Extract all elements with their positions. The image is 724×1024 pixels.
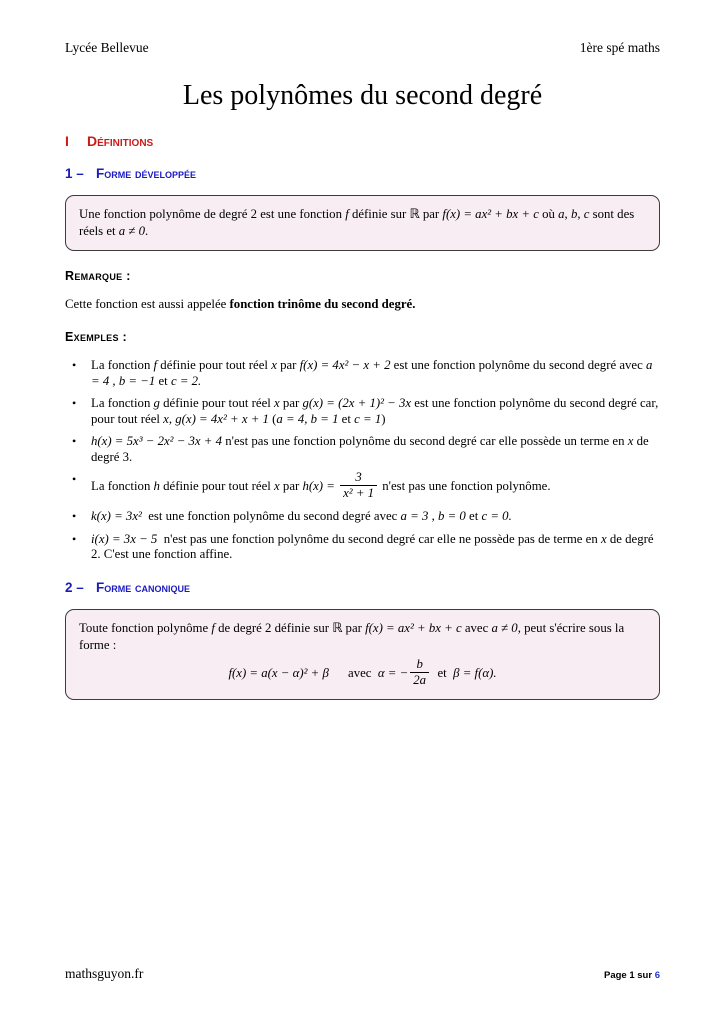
text-run: x: [163, 411, 169, 426]
section-label: Définitions: [87, 133, 154, 149]
text-run: g: [153, 396, 160, 410]
canonical-form-text: [79, 620, 646, 654]
page-content: [0, 40, 724, 700]
bullet-icon: •: [72, 531, 77, 546]
text-run: b: [570, 207, 578, 221]
text-run: n'est pas une fonction polynôme du second degré car elle possède un terme en: [222, 434, 628, 448]
list-item-text: [91, 396, 660, 427]
subsection-label: Forme développée: [96, 166, 197, 181]
text-run: f(x) = ax² + bx + c: [442, 207, 539, 221]
text-run: f(x) = a(x − α)² + β: [228, 666, 329, 681]
text-run: (: [268, 411, 277, 426]
page-header: [65, 40, 660, 56]
text-run: x: [271, 358, 277, 372]
fraction: $\frac{3}{\text{x² + 1}}$: [340, 470, 377, 500]
examples-heading: Exemples :: [65, 330, 127, 344]
text-run: ): [381, 411, 386, 426]
bullet-icon: •: [72, 434, 77, 448]
text-run: ,: [168, 411, 176, 426]
text-run: k(x) = 3x²: [91, 509, 142, 524]
text-run: h(x) = 5x³ − 2x² − 3x + 4: [91, 434, 223, 448]
text-run: f: [345, 207, 349, 221]
list-item-text: [91, 472, 660, 502]
page-title: Les polynômes du second degré: [182, 80, 543, 111]
fraction: $\frac{b}{2a}$: [410, 657, 429, 687]
bullet-icon: •: [72, 509, 77, 524]
page-footer: [65, 966, 660, 982]
list-item: [65, 509, 660, 525]
text-run: x: [627, 434, 634, 448]
text-run: définie sur ℝ par: [348, 207, 443, 221]
text-run: Une fonction polynôme de degré 2 est une fonction: [79, 207, 346, 221]
text-run: par: [276, 358, 300, 372]
text-run: n'est pas une fonction polynôme du second degré car elle ne possède pas de terme en: [157, 531, 601, 546]
text-run: i(x) = 3x − 5: [91, 531, 158, 546]
remark-paragraph: [65, 296, 660, 312]
text-run: .: [145, 224, 149, 238]
text-run: f(x) = 4x² − x + 2: [299, 358, 391, 372]
text-run: et: [431, 666, 454, 681]
text-run: par: [279, 396, 303, 410]
text-run: g(x) = 4x² + x + 1: [175, 411, 269, 426]
subsection-forme-developpee: [65, 166, 660, 181]
examples-list: [65, 358, 660, 563]
text-run: avec: [461, 620, 492, 635]
text-run: sont des réels et: [79, 207, 635, 238]
text-run: c: [583, 207, 590, 221]
header-school: Lycée Bellevue: [65, 40, 149, 55]
subsection-number: 2 –: [65, 579, 84, 595]
list-item: [65, 358, 660, 389]
page-number: [604, 970, 660, 981]
text-run: h: [153, 479, 160, 494]
list-item: [65, 396, 660, 427]
list-item: [65, 532, 660, 563]
text-run: f(x) = ax² + bx + c: [365, 620, 462, 635]
text-run: fonction trinôme du second degré.: [229, 297, 416, 311]
text-run: x: [274, 396, 280, 410]
text-run: , peut s'écrire sous la forme :: [79, 620, 625, 652]
text-run: La fonction: [91, 479, 154, 494]
text-run: a: [558, 207, 565, 221]
definition-text: [79, 207, 634, 238]
text-run: n'est pas une fonction polynôme.: [379, 479, 551, 494]
text-run: où: [538, 207, 559, 221]
bullet-icon: •: [72, 472, 77, 486]
text-run: est une fonction polynôme du second degré avec: [390, 358, 646, 372]
text-run: La fonction: [91, 396, 154, 410]
text-run: β = f(α).: [453, 666, 497, 681]
section-definitions: [65, 133, 660, 149]
subsection-number: 1 –: [65, 166, 84, 181]
text-run: est une fonction polynôme du second degré avec: [141, 509, 401, 524]
text-run: x: [600, 531, 607, 546]
remark-heading: Remarque :: [65, 269, 131, 283]
definition-box: [65, 195, 660, 251]
page-number-label: Page 1 sur: [604, 970, 655, 981]
text-run: f: [153, 358, 158, 372]
text-run: x: [274, 479, 280, 494]
text-run: h(x) =: [302, 479, 339, 494]
text-run: et: [338, 411, 355, 426]
text-run: est une fonction polynôme du second degré car, pour tout réel: [91, 396, 659, 426]
list-item: [65, 434, 660, 465]
text-run: c = 1: [354, 411, 382, 426]
list-item-text: [91, 434, 660, 465]
text-run: a = 4 , b = −1: [91, 358, 653, 388]
bullet-icon: •: [72, 358, 77, 372]
text-run: α = −: [377, 666, 409, 681]
subsection-forme-canonique: [65, 580, 660, 595]
text-run: Cette fonction est aussi appelée: [65, 297, 230, 311]
text-run: a ≠ 0: [491, 620, 518, 635]
text-run: c = 2.: [170, 373, 202, 388]
bullet-icon: •: [72, 396, 77, 410]
canonical-formula: [79, 656, 646, 689]
canonical-form-box: [65, 609, 660, 700]
text-run: a = 4, b = 1: [276, 411, 339, 426]
text-run: ,: [564, 207, 571, 221]
text-run: par: [279, 479, 303, 494]
text-run: et: [155, 373, 171, 388]
section-number: I: [65, 133, 69, 149]
text-run: ,: [577, 207, 584, 221]
list-item-text: [91, 509, 660, 525]
text-run: a = 3 , b = 0: [400, 509, 466, 524]
subsection-label: Forme canonique: [96, 579, 190, 595]
text-run: avec: [328, 666, 378, 681]
text-run: La fonction: [91, 358, 154, 372]
text-run: f: [211, 620, 215, 635]
text-run: définie pour tout réel: [159, 396, 275, 410]
text-run: définie pour tout réel: [157, 358, 272, 372]
text-run: de degré 3.: [91, 434, 649, 464]
text-run: de degré 2 définie sur ℝ par: [214, 620, 366, 635]
footer-website: mathsguyon.fr: [65, 966, 144, 981]
text-run: et: [465, 509, 482, 524]
list-item-text: [91, 358, 660, 389]
text-run: g(x) = (2x + 1)² − 3x: [302, 396, 412, 410]
list-item-text: [91, 532, 660, 563]
header-course: 1ère spé maths: [579, 40, 660, 55]
text-run: Toute fonction polynôme: [79, 620, 212, 635]
text-run: de degré 2. C'est une fonction affine.: [91, 531, 654, 562]
text-run: c = 0.: [481, 509, 512, 524]
text-run: a ≠ 0: [118, 224, 146, 238]
text-run: définie pour tout réel: [159, 479, 275, 494]
page-total-link[interactable]: 6: [654, 970, 660, 981]
list-item: [65, 472, 660, 502]
